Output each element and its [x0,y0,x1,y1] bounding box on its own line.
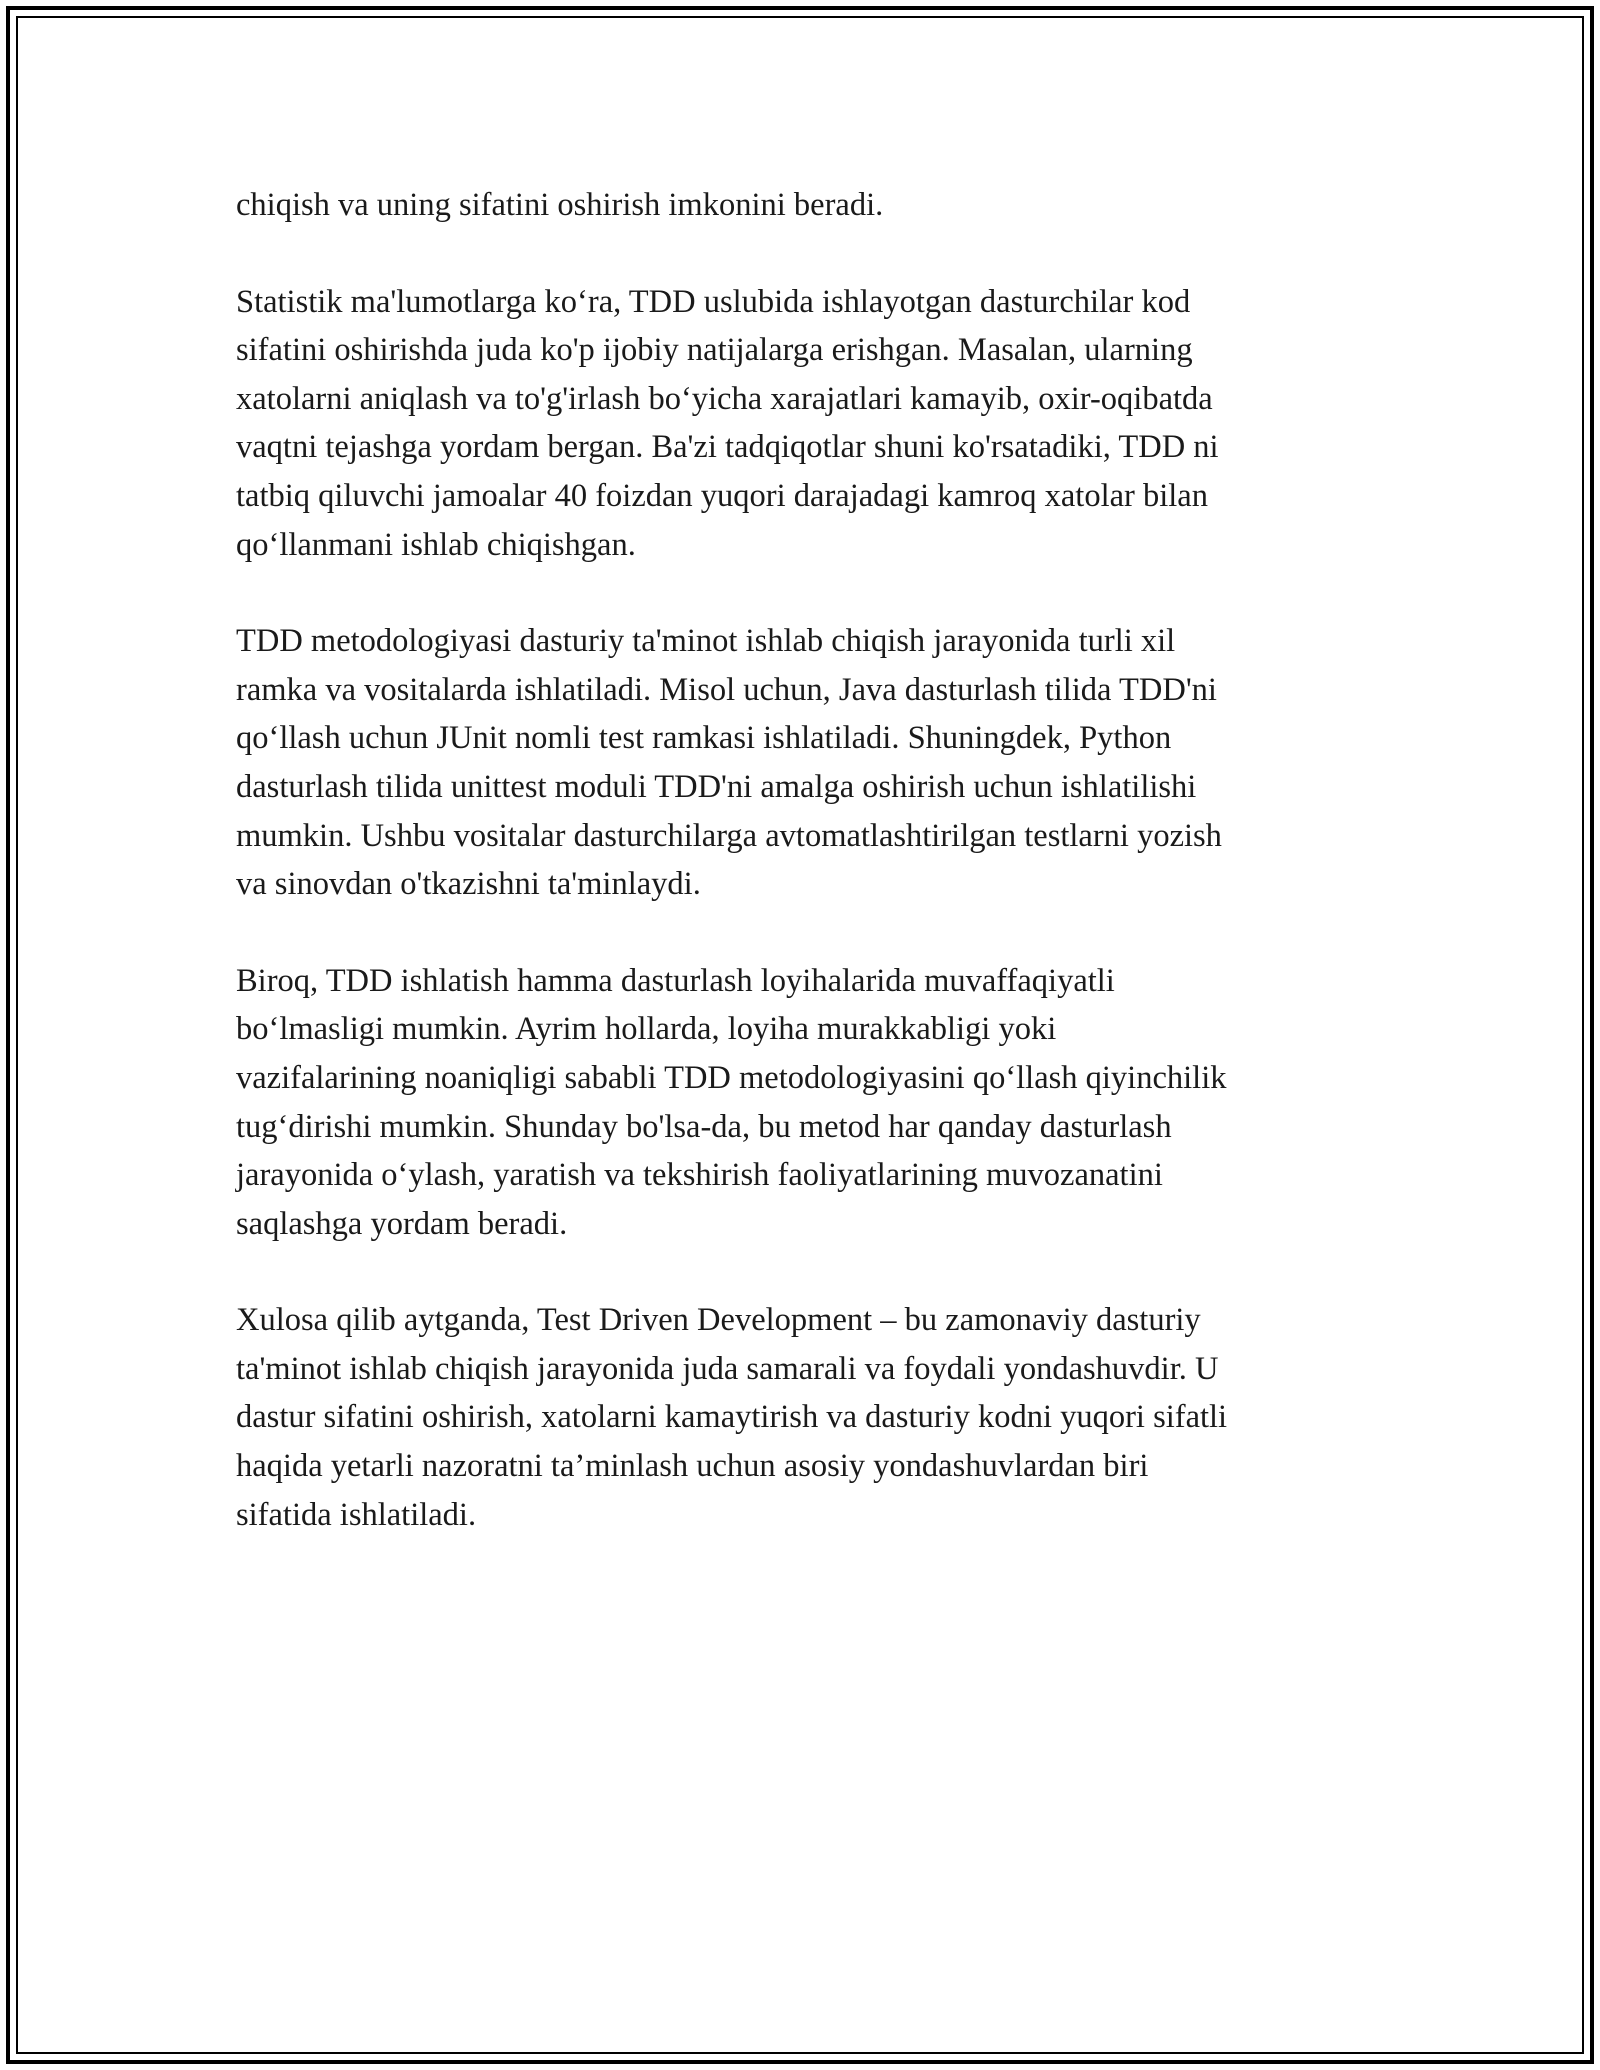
text-line: bo‘lmasligi mumkin. Ayrim hollarda, loyiha murakkabligi yoki [236,1011,1057,1048]
text-line: vaqtni tejashga yordam bergan. Ba'zi tadqiqotlar shuni ko'rsatadiki, TDD ni [236,429,1219,466]
text-line: Biroq, TDD ishlatish hamma dasturlash loyihalarida muvaffaqiyatli [236,962,1115,999]
text-line: Xulosa qilib aytganda, Test Driven Development – bu zamonaviy dasturiy [236,1302,1201,1339]
paragraph-2 [236,278,1366,570]
text-line: dastur sifatini oshirish, xatolarni kamaytirish va dasturiy kodni yuqori sifatli [236,1399,1228,1436]
paragraph-5 [236,1296,1366,1539]
text-line: sifatini oshirishda juda ko'p ijobiy natijalarga erishgan. Masalan, ularning [236,332,1193,369]
text-line: tatbiq qiluvchi jamoalar 40 foizdan yuqori darajadagi kamroq xatolar bilan [236,477,1208,514]
paragraph-4 [236,957,1366,1249]
text-line: TDD metodologiyasi dasturiy ta'minot ishlab chiqish jarayonida turli xil [236,623,1176,660]
text-line: ta'minot ishlab chiqish jarayonida juda samarali va foydali yondashuvdir. U [236,1350,1219,1387]
text-line: qo‘llash uchun JUnit nomli test ramkasi ishlatiladi. Shuningdek, Python [236,720,1172,757]
paragraph-3 [236,617,1366,909]
text-line: va sinovdan o'tkazishni ta'minlaydi. [236,866,701,903]
text-line: ramka va vositalarda ishlatiladi. Misol uchun, Java dasturlash tilida TDD'ni [236,671,1217,708]
text-line: Statistik ma'lumotlarga ko‘ra, TDD uslubida ishlayotgan dasturchilar kod [236,283,1191,320]
text-line: jarayonida o‘ylash, yaratish va tekshirish faoliyatlarining muvozanatini [236,1157,1163,1194]
text-line: haqida yetarli nazoratni ta’minlash uchun asosiy yondashuvlardan biri [236,1448,1149,1485]
text-line: chiqish va uning sifatini oshirish imkonini beradi. [236,187,884,223]
text-line: xatolarni aniqlash va to'g'irlash bo‘yicha xarajatlari kamayib, oxir-oqibatda [236,380,1213,417]
text-line: mumkin. Ushbu vositalar dasturchilarga avtomatlashtirilgan testlarni yozish [236,817,1222,854]
text-line: vazifalarining noaniqligi sababli TDD metodologiyasini qo‘llash qiyinchilik [236,1059,1227,1096]
text-line: sifatida ishlatiladi. [236,1496,477,1533]
text-line: saqlashga yordam beradi. [236,1205,568,1242]
paragraph-1 [236,181,1366,230]
text-line: dasturlash tilida unittest moduli TDD'ni amalga oshirish uchun ishlatilishi [236,768,1197,805]
text-line: tug‘dirishi mumkin. Shunday bo'lsa-da, bu metod har qanday dasturlash [236,1108,1172,1145]
document-body [236,181,1366,1587]
text-line: qo‘llanmani ishlab chiqishgan. [236,526,636,563]
